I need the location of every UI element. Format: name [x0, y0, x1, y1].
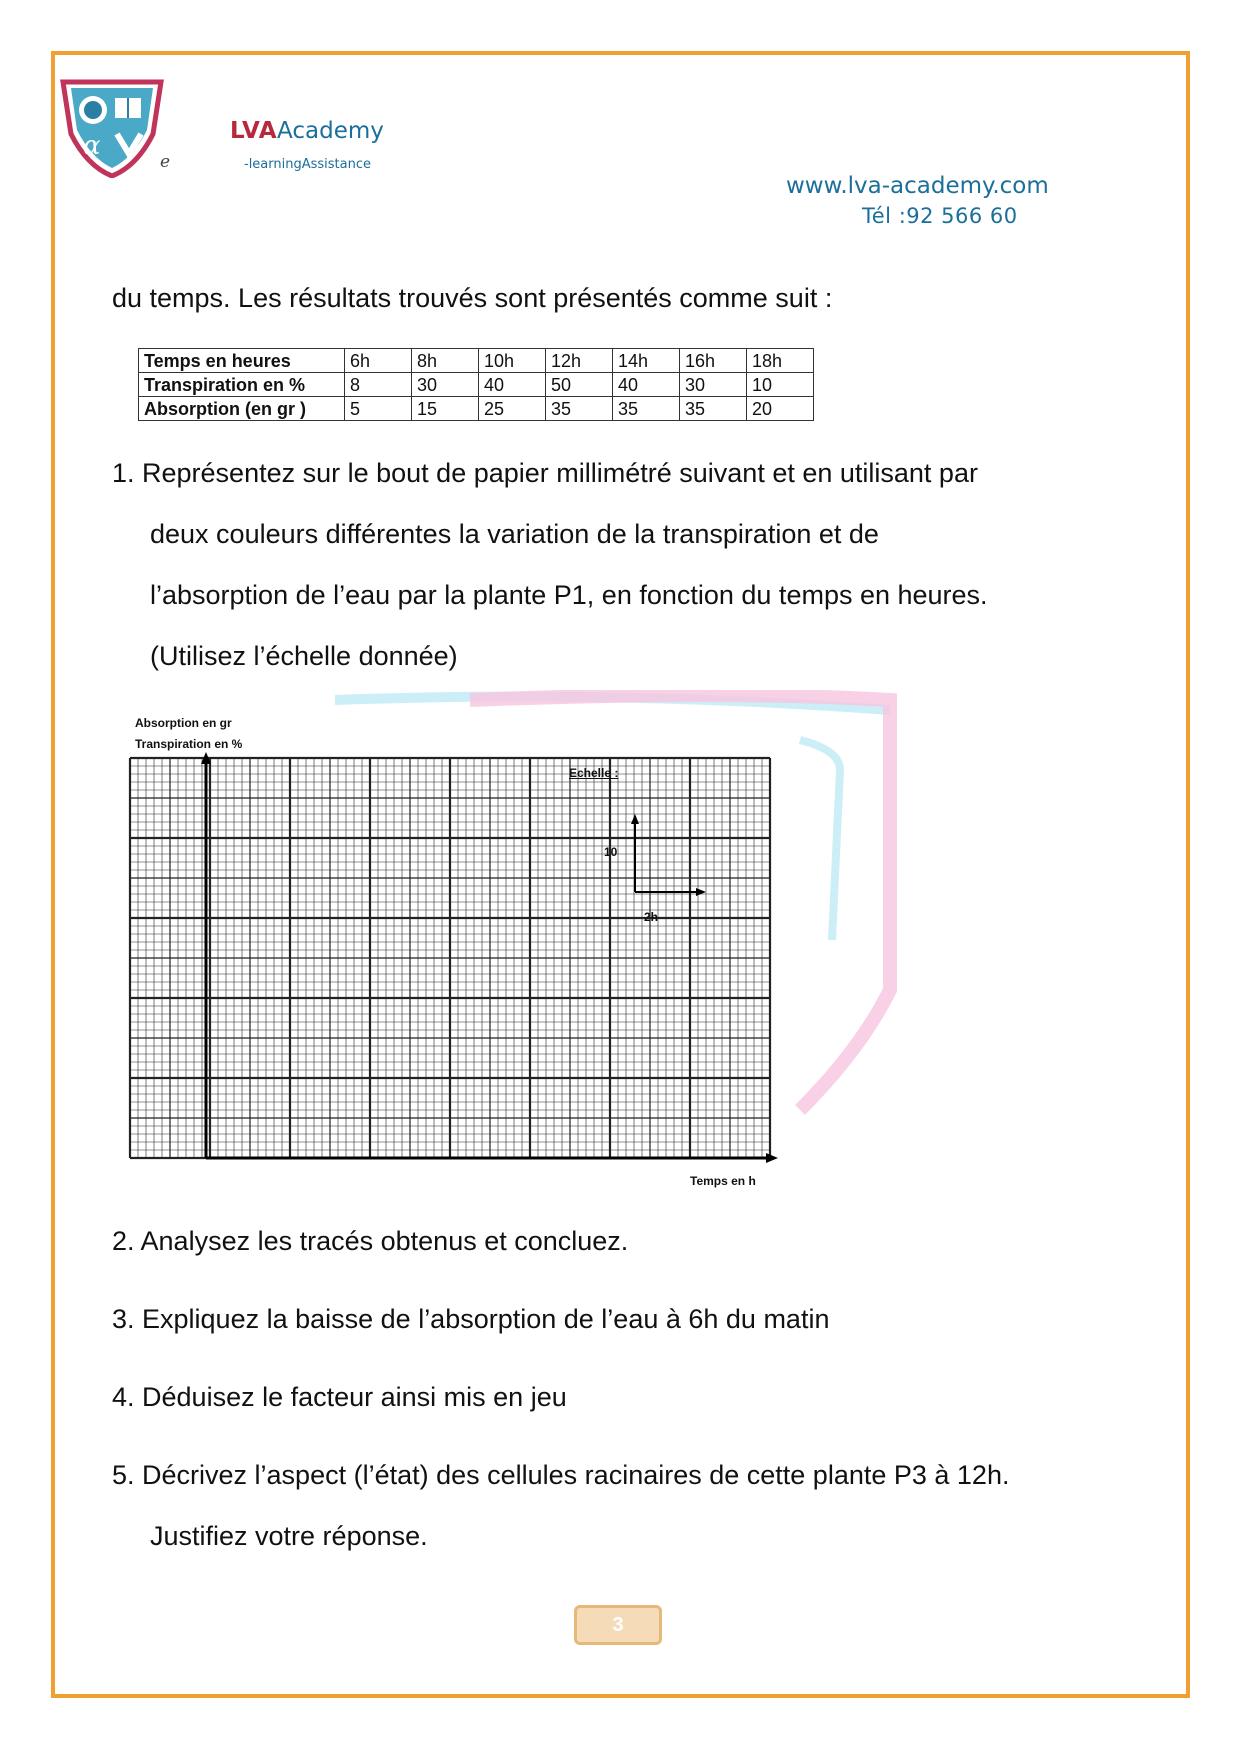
table-cell: 40 — [479, 373, 546, 397]
table-cell: 8 — [345, 373, 412, 397]
question-2: 2. Analysez les tracés obtenus et concluez. — [112, 1226, 629, 1256]
brand-subtitle: -learningAssistance — [244, 157, 371, 172]
question-1-line-1: 1. Représentez sur le bout de papier millimétré suivant et en utilisant par — [112, 458, 978, 488]
website-link[interactable]: www.lva-academy.com — [786, 173, 1049, 199]
table-cell: 35 — [613, 397, 680, 421]
intro-text: du temps. Les résultats trouvés sont présentés comme suit : — [112, 283, 833, 313]
table-row — [139, 397, 814, 421]
table-row-label: Absorption (en gr ) — [139, 397, 345, 421]
table-cell: 10 — [747, 373, 814, 397]
table-cell: 6h — [345, 349, 412, 373]
question-5-line-1: 5. Décrivez l’aspect (l’état) des cellules racinaires de cette plante P3 à 12h. — [112, 1460, 1010, 1490]
table-cell: 15 — [412, 397, 479, 421]
table-cell: 18h — [747, 349, 814, 373]
table-cell: 30 — [412, 373, 479, 397]
question-5-line-2: Justifiez votre réponse. — [150, 1521, 428, 1551]
table-cell: 8h — [412, 349, 479, 373]
scale-x-value: 2h — [644, 910, 659, 924]
question-3: 3. Expliquez la baisse de l’absorption de l’eau à 6h du matin — [112, 1304, 830, 1334]
scale-title: Echelle : — [569, 766, 619, 780]
graph-paper — [120, 690, 920, 1210]
page-number: 3 — [574, 1605, 662, 1645]
graph-y-label-absorption: Absorption en gr — [135, 716, 232, 730]
table-row-label: Temps en heures — [139, 349, 345, 373]
table-cell: 5 — [345, 397, 412, 421]
svg-text:α: α — [83, 131, 101, 161]
table-cell: 40 — [613, 373, 680, 397]
table-cell: 16h — [680, 349, 747, 373]
table-row — [139, 349, 814, 373]
table-cell: 14h — [613, 349, 680, 373]
table-cell: 12h — [546, 349, 613, 373]
lva-shield-logo — [57, 78, 167, 178]
question-4: 4. Déduisez le facteur ainsi mis en jeu — [112, 1382, 567, 1412]
table-cell: 30 — [680, 373, 747, 397]
results-table — [138, 348, 814, 421]
table-cell: 50 — [546, 373, 613, 397]
table-cell: 20 — [747, 397, 814, 421]
scale-y-value: 10 — [604, 845, 618, 859]
table-cell: 25 — [479, 397, 546, 421]
brand-name — [230, 120, 384, 143]
question-1-line-2: deux couleurs différentes la variation de la transpiration et de — [150, 519, 879, 549]
question-1-line-4: (Utilisez l’échelle donnée) — [150, 641, 458, 671]
graph-x-label: Temps en h — [690, 1174, 756, 1188]
logo-letter: e — [160, 152, 171, 172]
brand-lva: LVA — [230, 118, 278, 144]
question-1-line-3: l’absorption de l’eau par la plante P1, en fonction du temps en heures. — [150, 580, 988, 610]
table-cell: 35 — [546, 397, 613, 421]
table-row — [139, 373, 814, 397]
table-cell: 35 — [680, 397, 747, 421]
brand-academy: Academy — [277, 118, 384, 144]
table-cell: 10h — [479, 349, 546, 373]
graph-y-label-transpiration: Transpiration en % — [135, 737, 243, 751]
table-row-label: Transpiration en % — [139, 373, 345, 397]
phone-number: Tél :92 566 60 — [862, 204, 1018, 228]
